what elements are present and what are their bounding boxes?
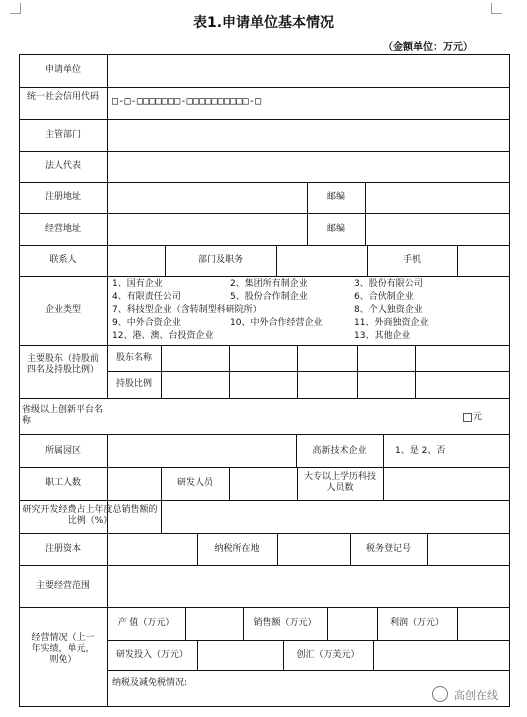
rd-ratio-label: 研究开发经费占上年度总销售额的比例（%）	[22, 505, 158, 526]
operations-label: 经营情况（上一年实绩，单元，则免）	[31, 633, 95, 665]
grid-line	[276, 245, 277, 276]
grid-line	[415, 345, 416, 398]
watermark-text: 高创在线	[454, 689, 498, 702]
hitech-options: 1、是 2、否	[395, 446, 446, 456]
tax-location-label: 纳税所在地	[214, 544, 260, 554]
contact-label: 联系人	[49, 255, 77, 265]
enterprise-type-option: 2、集团所有制企业	[230, 279, 308, 289]
legal-rep-label: 法人代表	[44, 161, 81, 171]
grid-line	[19, 467, 510, 468]
reg-capital-label: 注册资本	[44, 544, 81, 554]
dept-title-label: 部门及职务	[197, 255, 243, 265]
grid-line	[229, 345, 230, 398]
hitech-label: 高新技术企业	[312, 446, 367, 456]
grid-line	[357, 345, 358, 398]
enterprise-type-option: 1、国有企业	[112, 279, 163, 289]
grid-line	[107, 371, 510, 372]
holding-ratio-label: 持股比例	[115, 379, 152, 389]
college-staff-label: 大专以上学历科技人员数	[303, 472, 376, 493]
grid-line	[161, 500, 162, 533]
biz-postcode-label: 邮编	[326, 224, 345, 234]
grid-line	[509, 54, 510, 707]
enterprise-type-label: 企业类型	[44, 305, 81, 315]
grid-line	[19, 276, 510, 277]
enterprise-type-option: 6、合伙制企业	[354, 292, 414, 302]
tax-label: 纳税及减免税情况:	[112, 678, 188, 688]
grid-line	[19, 182, 510, 183]
enterprise-type-option: 3、股份有限公司	[354, 279, 423, 289]
enterprise-type-option: 13、其他企业	[354, 331, 411, 341]
grid-line	[19, 213, 510, 214]
shareholders-label: 主要股东（持股前四名及持股比例）	[26, 354, 99, 375]
grid-line	[19, 345, 510, 346]
biz-address-label: 经营地址	[44, 224, 81, 234]
shareholder-name-label: 股东名称	[115, 353, 152, 363]
grid-line	[365, 182, 366, 245]
grid-line	[19, 151, 510, 152]
rd-staff-label: 研发人员	[176, 478, 213, 488]
grid-line	[107, 54, 108, 399]
grid-line	[297, 467, 298, 500]
grid-line	[297, 345, 298, 398]
main-scope-label: 主要经营范围	[35, 581, 90, 591]
district-label: 所属园区	[44, 446, 81, 456]
grid-line	[185, 607, 186, 640]
grid-line	[197, 640, 198, 670]
grid-line	[107, 640, 510, 641]
tax-reg-label: 税务登记号	[365, 544, 411, 554]
output-label: 产 值（万元）	[117, 618, 175, 628]
grid-line	[161, 345, 162, 398]
grid-line	[229, 467, 230, 500]
authority-label: 主管部门	[44, 130, 81, 140]
wechat-icon	[432, 686, 448, 702]
credit-code-value: □-□-□□□□□□□-□□□□□□□□□□-□	[112, 96, 262, 107]
enterprise-type-option: 7、科技型企业（含转制型科研院所）	[112, 305, 262, 315]
grid-line	[19, 706, 510, 707]
credit-code-label: 统一社会信用代码	[26, 92, 99, 102]
grid-line	[383, 467, 384, 500]
platform-label: 省级以上创新平台名称	[22, 405, 104, 426]
grid-line	[277, 533, 278, 565]
profit-label: 利润（万元）	[389, 618, 444, 628]
grid-line	[19, 500, 510, 501]
grid-line	[19, 607, 510, 608]
forex-label: 创汇（万美元）	[296, 650, 360, 660]
enterprise-type-option: 5、股份合作制企业	[230, 292, 308, 302]
grid-line	[427, 533, 428, 565]
grid-line	[19, 119, 510, 120]
grid-line	[457, 607, 458, 640]
reg-address-label: 注册地址	[44, 192, 81, 202]
grid-line	[19, 245, 510, 246]
enterprise-type-option: 12、港、澳、台投资企业	[112, 331, 214, 341]
rd-invest-label: 研发投入（万元）	[115, 650, 188, 660]
grid-line	[373, 640, 374, 670]
platform-unit: 元	[473, 412, 483, 422]
enterprise-type-option: 4、有限责任公司	[112, 292, 181, 302]
grid-line	[19, 398, 510, 399]
mobile-label: 手机	[402, 255, 421, 265]
grid-line	[19, 54, 20, 707]
sales-label: 销售额（万元）	[253, 618, 317, 628]
grid-line	[327, 607, 328, 640]
enterprise-type-option: 10、中外合作经营企业	[230, 318, 323, 328]
enterprise-type-option: 11、外商独资企业	[354, 318, 429, 328]
checkbox-icon[interactable]	[463, 413, 472, 422]
grid-line	[19, 533, 510, 534]
grid-line	[457, 245, 458, 276]
amount-unit-note: （金额单位：万元）	[383, 42, 473, 53]
employees-label: 职工人数	[44, 478, 81, 488]
enterprise-type-option: 9、中外合资企业	[112, 318, 181, 328]
page-title: 表1.申请单位基本情况	[192, 15, 335, 31]
grid-line	[19, 54, 510, 55]
grid-line	[19, 565, 510, 566]
enterprise-type-option: 8、个人独资企业	[354, 305, 423, 315]
applicant-label: 申请单位	[44, 65, 81, 75]
grid-line	[19, 87, 510, 88]
reg-postcode-label: 邮编	[326, 192, 345, 202]
grid-line	[383, 434, 384, 467]
grid-line	[19, 434, 510, 435]
grid-line	[107, 670, 510, 671]
